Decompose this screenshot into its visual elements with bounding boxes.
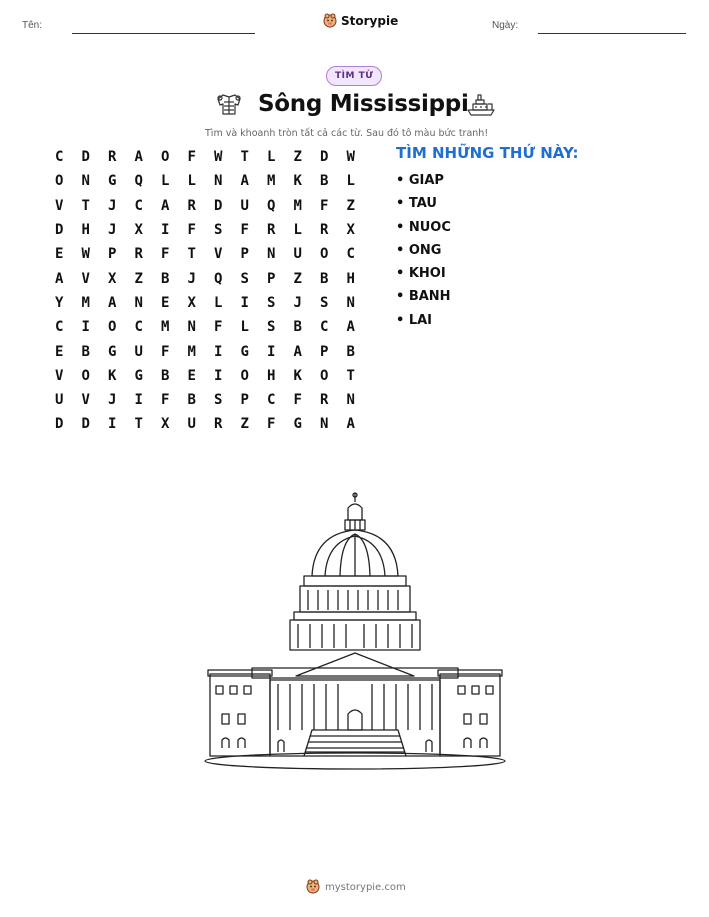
grid-letter[interactable]: D bbox=[214, 197, 223, 214]
word-list-item: • LAI bbox=[396, 312, 433, 328]
grid-letter[interactable]: C bbox=[267, 392, 276, 409]
grid-letter[interactable]: R bbox=[267, 222, 276, 239]
word-list-title: TÌM NHỮNG THỨ NÀY: bbox=[396, 144, 579, 162]
grid-letter[interactable]: A bbox=[55, 270, 64, 287]
grid-letter[interactable]: Y bbox=[55, 294, 64, 311]
grid-letter[interactable]: F bbox=[161, 392, 170, 409]
grid-letter[interactable]: V bbox=[55, 367, 64, 384]
storypie-logo-icon bbox=[323, 13, 337, 29]
grid-letter[interactable]: U bbox=[134, 343, 143, 360]
grid-letter[interactable]: I bbox=[240, 294, 249, 311]
date-line[interactable] bbox=[538, 33, 686, 34]
grid-letter[interactable]: M bbox=[187, 343, 196, 360]
grid-letter[interactable]: F bbox=[293, 392, 302, 409]
grid-letter[interactable]: M bbox=[293, 197, 302, 214]
grid-letter[interactable]: H bbox=[346, 270, 355, 287]
grid-letter[interactable]: I bbox=[134, 392, 143, 409]
grid-letter[interactable]: M bbox=[161, 319, 170, 336]
armor-icon bbox=[214, 92, 244, 118]
footer-brand bbox=[306, 879, 406, 895]
grid-letter[interactable]: J bbox=[108, 222, 117, 239]
grid-letter[interactable]: J bbox=[108, 197, 117, 214]
grid-letter[interactable]: M bbox=[267, 173, 276, 190]
grid-letter[interactable]: G bbox=[134, 367, 143, 384]
grid-letter[interactable]: F bbox=[187, 222, 196, 239]
grid-letter[interactable]: X bbox=[134, 222, 143, 239]
grid-letter[interactable]: R bbox=[134, 246, 143, 263]
grid-letter[interactable]: P bbox=[108, 246, 117, 263]
grid-letter[interactable]: T bbox=[346, 367, 355, 384]
word-list-item: • ONG bbox=[396, 242, 442, 258]
grid-letter[interactable]: U bbox=[293, 246, 302, 263]
grid-letter[interactable]: N bbox=[187, 319, 196, 336]
word-list-item: • KHOI bbox=[396, 266, 446, 282]
grid-letter[interactable]: Q bbox=[214, 270, 223, 287]
grid-letter[interactable]: P bbox=[267, 270, 276, 287]
capitol-building-illustration bbox=[200, 490, 510, 775]
grid-letter[interactable]: C bbox=[320, 319, 329, 336]
grid-letter[interactable]: A bbox=[240, 173, 249, 190]
word-list-item: • BANH bbox=[396, 289, 451, 305]
grid-letter[interactable]: Z bbox=[240, 416, 249, 433]
grid-letter[interactable]: V bbox=[55, 197, 64, 214]
grid-letter[interactable]: A bbox=[293, 343, 302, 360]
grid-letter[interactable]: B bbox=[161, 270, 170, 287]
grid-letter[interactable]: U bbox=[187, 416, 196, 433]
word-search-grid bbox=[46, 145, 364, 437]
grid-letter[interactable]: V bbox=[81, 270, 90, 287]
grid-letter[interactable]: L bbox=[161, 173, 170, 190]
grid-letter[interactable]: O bbox=[320, 367, 329, 384]
category-badge: TÌM TỪ bbox=[326, 66, 382, 86]
instructions: Tìm và khoanh tròn tất cả các từ. Sau đó tô màu bức tranh! bbox=[205, 128, 489, 139]
grid-letter[interactable]: B bbox=[161, 367, 170, 384]
grid-letter[interactable]: N bbox=[320, 416, 329, 433]
grid-letter[interactable]: X bbox=[346, 222, 355, 239]
brand-logo bbox=[323, 13, 398, 29]
grid-letter[interactable]: O bbox=[108, 319, 117, 336]
grid-letter[interactable]: L bbox=[187, 173, 196, 190]
grid-letter[interactable]: X bbox=[108, 270, 117, 287]
grid-letter[interactable]: Q bbox=[134, 173, 143, 190]
grid-letter[interactable]: L bbox=[346, 173, 355, 190]
grid-letter[interactable]: G bbox=[293, 416, 302, 433]
grid-letter[interactable]: O bbox=[81, 367, 90, 384]
grid-letter[interactable]: J bbox=[108, 392, 117, 409]
grid-letter[interactable]: G bbox=[108, 343, 117, 360]
grid-letter[interactable]: V bbox=[81, 392, 90, 409]
grid-letter[interactable]: S bbox=[214, 222, 223, 239]
grid-letter[interactable]: E bbox=[187, 367, 196, 384]
grid-letter[interactable]: S bbox=[214, 392, 223, 409]
grid-letter[interactable]: L bbox=[293, 222, 302, 239]
grid-letter[interactable]: F bbox=[187, 149, 196, 166]
grid-letter[interactable]: M bbox=[81, 294, 90, 311]
grid-letter[interactable]: E bbox=[55, 246, 64, 263]
grid-letter[interactable]: A bbox=[346, 416, 355, 433]
grid-letter[interactable]: F bbox=[240, 222, 249, 239]
storypie-logo-icon bbox=[306, 879, 320, 895]
word-list-item: • GIAP bbox=[396, 173, 444, 188]
grid-letter[interactable]: E bbox=[161, 294, 170, 311]
grid-letter[interactable]: C bbox=[134, 197, 143, 214]
grid-letter[interactable]: G bbox=[240, 343, 249, 360]
grid-letter[interactable]: A bbox=[346, 319, 355, 336]
page-title: Sông Mississippi bbox=[258, 91, 469, 117]
grid-letter[interactable]: S bbox=[240, 270, 249, 287]
grid-letter[interactable]: U bbox=[55, 392, 64, 409]
grid-letter[interactable]: B bbox=[320, 173, 329, 190]
footer-url[interactable]: mystorypie.com bbox=[325, 881, 406, 893]
grid-letter[interactable]: F bbox=[214, 319, 223, 336]
grid-letter[interactable]: Z bbox=[293, 149, 302, 166]
grid-letter[interactable]: C bbox=[134, 319, 143, 336]
grid-letter[interactable]: H bbox=[267, 367, 276, 384]
grid-letter[interactable]: Z bbox=[134, 270, 143, 287]
word-list-item: • NUOC bbox=[396, 219, 451, 235]
grid-letter[interactable]: G bbox=[108, 173, 117, 190]
grid-letter[interactable]: N bbox=[214, 173, 223, 190]
grid-letter[interactable]: A bbox=[161, 197, 170, 214]
grid-letter[interactable]: J bbox=[293, 294, 302, 311]
grid-letter[interactable]: P bbox=[320, 343, 329, 360]
grid-letter[interactable]: D bbox=[55, 222, 64, 239]
grid-letter[interactable]: R bbox=[320, 392, 329, 409]
grid-letter[interactable]: B bbox=[293, 319, 302, 336]
steamboat-icon bbox=[466, 94, 496, 118]
grid-letter[interactable]: B bbox=[346, 343, 355, 360]
grid-letter[interactable]: X bbox=[161, 416, 170, 433]
grid-letter[interactable]: W bbox=[81, 246, 90, 263]
grid-letter[interactable]: L bbox=[214, 294, 223, 311]
grid-letter[interactable]: V bbox=[214, 246, 223, 263]
grid-letter[interactable]: I bbox=[214, 367, 223, 384]
grid-letter[interactable]: R bbox=[320, 222, 329, 239]
word-list-item: • TAU bbox=[396, 196, 437, 212]
grid-letter[interactable]: Z bbox=[293, 270, 302, 287]
grid-letter[interactable]: T bbox=[187, 246, 196, 263]
grid-letter[interactable]: F bbox=[320, 197, 329, 214]
grid-letter[interactable]: N bbox=[81, 173, 90, 190]
grid-letter[interactable]: O bbox=[161, 149, 170, 166]
grid-letter[interactable]: B bbox=[187, 392, 196, 409]
grid-letter[interactable]: D bbox=[81, 149, 90, 166]
grid-letter[interactable]: N bbox=[346, 294, 355, 311]
grid-letter[interactable]: K bbox=[293, 173, 302, 190]
grid-letter[interactable]: X bbox=[187, 294, 196, 311]
grid-letter[interactable]: W bbox=[214, 149, 223, 166]
grid-letter[interactable]: F bbox=[161, 343, 170, 360]
grid-letter[interactable]: T bbox=[81, 197, 90, 214]
grid-letter[interactable]: N bbox=[134, 294, 143, 311]
grid-letter[interactable]: H bbox=[81, 222, 90, 239]
grid-letter[interactable]: B bbox=[81, 343, 90, 360]
grid-letter[interactable]: S bbox=[320, 294, 329, 311]
name-line[interactable] bbox=[72, 33, 255, 34]
grid-letter[interactable]: O bbox=[320, 246, 329, 263]
grid-letter[interactable]: C bbox=[55, 149, 64, 166]
grid-letter[interactable]: T bbox=[134, 416, 143, 433]
grid-letter[interactable]: D bbox=[81, 416, 90, 433]
grid-letter[interactable]: K bbox=[293, 367, 302, 384]
grid-letter[interactable]: R bbox=[187, 197, 196, 214]
grid-letter[interactable]: N bbox=[346, 392, 355, 409]
grid-letter[interactable]: L bbox=[240, 319, 249, 336]
grid-letter[interactable]: I bbox=[267, 343, 276, 360]
grid-letter[interactable]: O bbox=[240, 367, 249, 384]
grid-letter[interactable]: B bbox=[320, 270, 329, 287]
grid-letter[interactable]: S bbox=[267, 294, 276, 311]
grid-letter[interactable]: I bbox=[108, 416, 117, 433]
grid-letter[interactable]: I bbox=[214, 343, 223, 360]
grid-letter[interactable]: W bbox=[346, 149, 355, 166]
grid-letter[interactable]: D bbox=[55, 416, 64, 433]
grid-letter[interactable]: P bbox=[240, 392, 249, 409]
grid-letter[interactable]: S bbox=[267, 319, 276, 336]
grid-letter[interactable]: I bbox=[81, 319, 90, 336]
grid-letter[interactable]: C bbox=[55, 319, 64, 336]
grid-letter[interactable]: T bbox=[240, 149, 249, 166]
word-list bbox=[396, 169, 451, 332]
grid-letter[interactable]: Q bbox=[267, 197, 276, 214]
grid-letter[interactable]: J bbox=[187, 270, 196, 287]
grid-letter[interactable]: D bbox=[320, 149, 329, 166]
grid-letter[interactable]: F bbox=[161, 246, 170, 263]
grid-letter[interactable]: C bbox=[346, 246, 355, 263]
grid-letter[interactable]: U bbox=[240, 197, 249, 214]
brand-name: Storypie bbox=[341, 14, 399, 28]
grid-letter[interactable]: N bbox=[267, 246, 276, 263]
grid-letter[interactable]: L bbox=[267, 149, 276, 166]
grid-letter[interactable]: O bbox=[55, 173, 64, 190]
name-label: Tên: bbox=[22, 20, 43, 31]
grid-letter[interactable]: F bbox=[267, 416, 276, 433]
grid-letter[interactable]: R bbox=[214, 416, 223, 433]
grid-letter[interactable]: E bbox=[55, 343, 64, 360]
grid-letter[interactable]: Z bbox=[346, 197, 355, 214]
date-label: Ngày: bbox=[492, 20, 519, 31]
grid-letter[interactable]: P bbox=[240, 246, 249, 263]
grid-letter[interactable]: K bbox=[108, 367, 117, 384]
grid-letter[interactable]: A bbox=[108, 294, 117, 311]
grid-letter[interactable]: R bbox=[108, 149, 117, 166]
grid-letter[interactable]: I bbox=[161, 222, 170, 239]
grid-letter[interactable]: A bbox=[134, 149, 143, 166]
